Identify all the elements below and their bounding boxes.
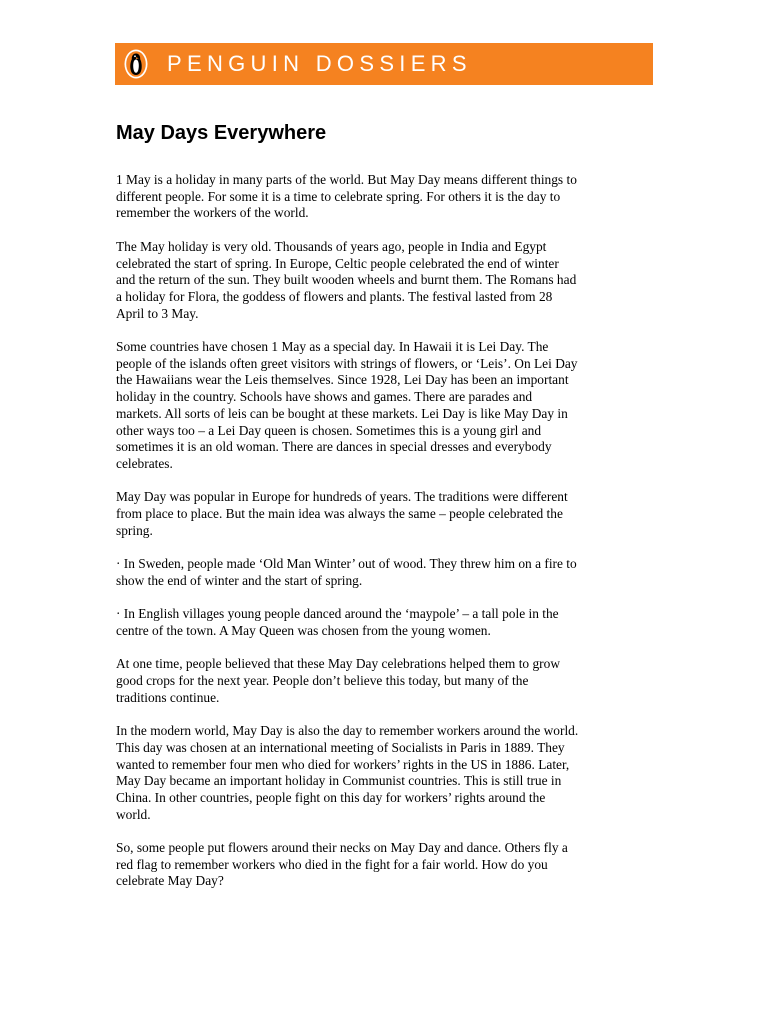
bullet-paragraph: · In Sweden, people made ‘Old Man Winter’ out of wood. They threw him on a fire to show the end of winter and the start of spring. <box>116 556 577 588</box>
paragraph: 1 May is a holiday in many parts of the world. But May Day means different things to different people. For some it is a time to celebrate spring. For others it is the day to remember the workers of the world. <box>116 172 577 221</box>
paragraph: Some countries have chosen 1 May as a special day. In Hawaii it is Lei Day. The people of the islands often greet visitors with strings of flowers, or ‘Leis’. On Lei Day the Hawaiians wear the Leis themselves. Since 1928, Lei Day has been an important holiday in the country. Schools have shows and games. There are parades and markets. All sorts of leis can be bought at these markets. Lei Day is like May Day in other ways too – a Lei Day queen is chosen. Sometimes this is a young girl and sometimes it is an old woman. There are dances in special dresses and everybody celebrates. <box>116 339 578 471</box>
paragraph: The May holiday is very old. Thousands of years ago, people in India and Egypt celebrated the start of spring. In Europe, Celtic people celebrated the end of winter and the return of the sun. They built wooden wheels and burnt them. The Romans had a holiday for Flora, the goddess of flowers and plants. The festival lasted from 28 April to 3 May. <box>116 238 577 321</box>
paragraph: At one time, people believed that these May Day celebrations helped them to grow good crops for the next year. People don’t believe this today, but many of the traditions continue. <box>116 656 560 705</box>
paragraph: In the modern world, May Day is also the day to remember workers around the world. This day was chosen at an international meeting of Socialists in Paris in 1889. They wanted to remember four men who died for workers’ rights in the US in 1886. Later, May Day became an important holiday in Communist countries. This is still true in China. In other countries, people fight on this day for workers’ rights around the world. <box>116 723 579 822</box>
penguin-logo-icon <box>123 48 149 80</box>
article-title: May Days Everywhere <box>116 122 327 144</box>
article-body <box>116 172 656 907</box>
paragraph: May Day was popular in Europe for hundreds of years. The traditions were different from place to place. But the main idea was always the same – people celebrated the spring. <box>116 489 568 538</box>
penguin-dossiers-banner <box>115 43 653 85</box>
bullet-paragraph: · In English villages young people danced around the ‘maypole’ – a tall pole in the centre of the town. A May Queen was chosen from the young women. <box>116 606 559 638</box>
brand-name: PENGUIN DOSSIERS <box>167 51 472 76</box>
paragraph: So, some people put flowers around their necks on May Day and dance. Others fly a red flag to remember workers who died in the fight for a fair world. How do you celebrate May Day? <box>116 840 568 889</box>
